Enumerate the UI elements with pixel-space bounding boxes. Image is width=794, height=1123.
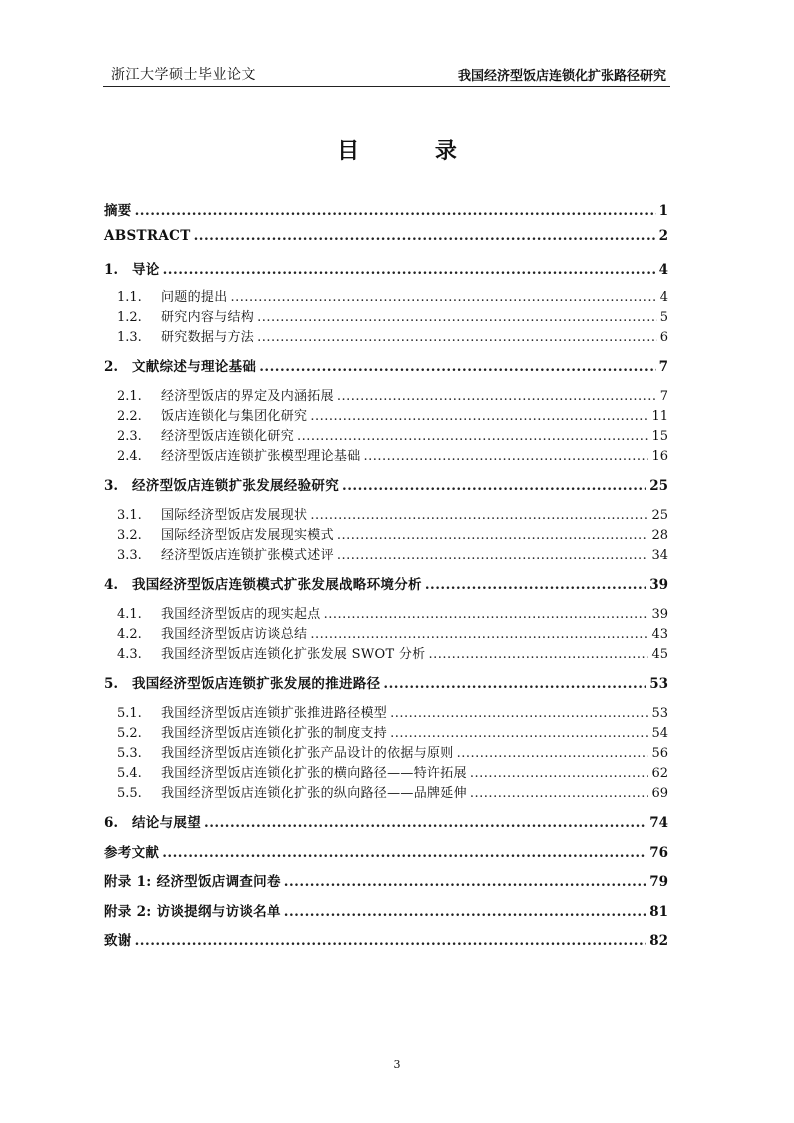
- toc-entry-number: 2.1.: [117, 389, 142, 404]
- toc-section-entry: [104, 405, 668, 424]
- toc-entry-page: 54: [651, 726, 668, 741]
- toc-entry-number: 5.: [104, 676, 119, 692]
- toc-chapter-entry: [104, 258, 668, 278]
- toc-section-entry: [104, 425, 668, 444]
- toc-dot-leader: [257, 310, 657, 325]
- toc-entry-page: 25: [649, 478, 668, 494]
- toc-dot-leader: [342, 478, 646, 494]
- toc-entry-number: 5.2.: [117, 726, 142, 741]
- toc-entry-label: 问题的提出: [161, 290, 228, 305]
- toc-entry-page: 56: [651, 746, 668, 761]
- toc-dot-leader: [310, 409, 648, 424]
- toc-section-entry: [104, 385, 668, 404]
- toc-entry-label: 文献综述与理论基础: [132, 359, 257, 375]
- toc-entry-label: 经济型饭店连锁扩张模型理论基础: [161, 449, 361, 464]
- toc-chapter-entry: [104, 573, 668, 593]
- toc-section-entry: [104, 445, 668, 464]
- page-number: 3: [393, 1058, 401, 1071]
- toc-entry-label: 经济型饭店连锁扩张模式述评: [161, 548, 334, 563]
- toc-entry-label: 附录 2: 访谈提纲与访谈名单: [104, 904, 281, 920]
- toc-chapter-entry: [104, 929, 668, 949]
- toc-entry-number: 1.1.: [117, 290, 142, 305]
- toc-section-entry: [104, 782, 668, 801]
- toc-entry-page: 45: [651, 647, 668, 662]
- toc-section-entry: [104, 702, 668, 721]
- toc-entry-label: 我国经济型饭店访谈总结: [161, 627, 308, 642]
- header-thesis-title: 我国经济型饭店连锁化扩张路径研究: [457, 69, 666, 84]
- toc-entry-page: 76: [649, 845, 668, 861]
- toc-section-entry: [104, 762, 668, 781]
- toc-dot-leader: [162, 845, 646, 861]
- toc-section-entry: [104, 603, 668, 622]
- toc-dot-leader: [337, 528, 649, 543]
- toc-entry-number: 4.1.: [117, 607, 142, 622]
- toc-entry-number: 3.: [104, 478, 119, 494]
- toc-dot-leader: [324, 607, 649, 622]
- toc-dot-leader: [470, 786, 649, 801]
- toc-entry-label: 我国经济型饭店连锁扩张发展的推进路径: [132, 676, 381, 692]
- toc-section-entry: [104, 504, 668, 523]
- toc-entry-label: 经济型饭店连锁化研究: [161, 429, 295, 444]
- toc-entry-number: 4.: [104, 577, 119, 593]
- toc-entry-number: 3.2.: [117, 528, 142, 543]
- toc-chapter-entry: [104, 841, 668, 861]
- toc-dot-leader: [257, 330, 657, 345]
- toc-section-entry: [104, 742, 668, 761]
- toc-section-entry: [104, 623, 668, 642]
- toc-entry-number: 5.4.: [117, 766, 142, 781]
- toc-entry-label: 我国经济型饭店连锁化扩张产品设计的依据与原则: [161, 746, 454, 761]
- toc-dot-leader: [337, 548, 649, 563]
- toc-entry-page: 6: [659, 330, 668, 345]
- toc-section-entry: [104, 544, 668, 563]
- toc-entry-label: 研究数据与方法: [161, 330, 255, 345]
- toc-entry-page: 81: [649, 904, 668, 920]
- toc-dot-leader: [470, 766, 649, 781]
- toc-entry-number: 1.2.: [117, 310, 142, 325]
- toc-entry-label: 国际经济型饭店发展现状: [161, 508, 308, 523]
- toc-dot-leader: [259, 359, 655, 375]
- toc-chapter-entry: [104, 474, 668, 494]
- toc-entry-label: ABSTRACT: [104, 228, 191, 244]
- toc-entry-page: 43: [651, 627, 668, 642]
- toc-dot-leader: [310, 508, 648, 523]
- toc-entry-label: 我国经济型饭店的现实起点: [161, 607, 321, 622]
- toc-section-entry: [104, 326, 668, 345]
- toc-entry-number: 3.1.: [117, 508, 142, 523]
- toc-section-entry: [104, 643, 668, 662]
- toc-dot-leader: [425, 577, 646, 593]
- toc-dot-leader: [163, 262, 656, 278]
- toc-entry-page: 53: [651, 706, 668, 721]
- toc-entry-number: 5.5.: [117, 786, 142, 801]
- toc-dot-leader: [297, 429, 648, 444]
- toc-entry-page: 4: [658, 262, 668, 278]
- toc-dot-leader: [337, 389, 657, 404]
- toc-entry-label: 我国经济型饭店连锁化扩张的制度支持: [161, 726, 388, 741]
- toc-dot-leader: [364, 449, 649, 464]
- toc-entry-number: 5.3.: [117, 746, 142, 761]
- toc-chapter-entry: [104, 355, 668, 375]
- toc-entry-label: 附录 1: 经济型饭店调查问卷: [104, 874, 281, 890]
- toc-entry-number: 2.4.: [117, 449, 142, 464]
- toc-chapter-entry: [104, 672, 668, 692]
- toc-entry-page: 25: [651, 508, 668, 523]
- toc-entry-label: 国际经济型饭店发展现实模式: [161, 528, 334, 543]
- toc-entry-label: 我国经济型饭店连锁模式扩张发展战略环境分析: [132, 577, 422, 593]
- toc-chapter-entry: [104, 199, 668, 219]
- toc-chapter-entry: [104, 228, 668, 244]
- toc-entry-label: 饭店连锁化与集团化研究: [161, 409, 308, 424]
- toc-entry-page: 4: [659, 290, 668, 305]
- toc-entry-page: 39: [649, 577, 668, 593]
- toc-entry-number: 2.3.: [117, 429, 142, 444]
- toc-entry-page: 11: [651, 409, 668, 424]
- toc-entry-page: 1: [658, 203, 668, 219]
- toc-entry-page: 15: [651, 429, 668, 444]
- toc-entry-page: 82: [649, 933, 668, 949]
- toc-entry-number: 3.3.: [117, 548, 142, 563]
- toc-dot-leader: [194, 228, 656, 244]
- toc-entry-label: 经济型饭店连锁扩张发展经验研究: [132, 478, 339, 494]
- toc-entry-label: 我国经济型饭店连锁化扩张发展 SWOT 分析: [161, 647, 426, 662]
- toc-dot-leader: [135, 203, 656, 219]
- toc-entry-page: 16: [651, 449, 668, 464]
- toc-entry-label: 参考文献: [104, 845, 160, 861]
- toc-dot-leader: [231, 290, 657, 305]
- toc-entry-label: 研究内容与结构: [161, 310, 255, 325]
- toc-entry-page: 69: [651, 786, 668, 801]
- toc-dot-leader: [135, 933, 647, 949]
- header-university: 浙江大学硕士毕业论文: [111, 67, 256, 83]
- toc-entry-label: 经济型饭店的界定及内涵拓展: [161, 389, 334, 404]
- toc-dot-leader: [390, 706, 648, 721]
- toc-title: 目 录: [337, 139, 491, 164]
- toc-entry-label: 我国经济型饭店连锁化扩张的纵向路径——品牌延伸: [161, 786, 467, 801]
- toc-entry-page: 7: [659, 389, 668, 404]
- toc-entry-number: 6.: [104, 815, 119, 831]
- toc-entry-number: 5.1.: [117, 706, 142, 721]
- toc-entry-label: 我国经济型饭店连锁扩张推进路径模型: [161, 706, 388, 721]
- toc-dot-leader: [457, 746, 649, 761]
- toc-entry-number: 1.: [104, 262, 119, 278]
- toc-entry-page: 2: [658, 228, 668, 244]
- toc-dot-leader: [390, 726, 648, 741]
- toc-entry-label: 结论与展望: [132, 815, 201, 831]
- toc-entry-number: 2.: [104, 359, 119, 375]
- toc-dot-leader: [383, 676, 646, 692]
- toc-entry-label: 摘要: [104, 203, 132, 219]
- toc-entry-label: 导论: [132, 262, 160, 278]
- toc-entry-number: 1.3.: [117, 330, 142, 345]
- toc-section-entry: [104, 286, 668, 305]
- toc-entry-label: 我国经济型饭店连锁化扩张的横向路径——特许拓展: [161, 766, 467, 781]
- toc-chapter-entry: [104, 900, 668, 920]
- toc-dot-leader: [204, 815, 646, 831]
- toc-entry-page: 62: [651, 766, 668, 781]
- toc-chapter-entry: [104, 811, 668, 831]
- toc-entry-label: 致谢: [104, 933, 132, 949]
- toc-entry-number: 4.3.: [117, 647, 142, 662]
- toc-entry-page: 34: [651, 548, 668, 563]
- header-rule: [103, 86, 670, 87]
- toc-entry-page: 5: [659, 310, 668, 325]
- toc-entry-number: 4.2.: [117, 627, 142, 642]
- toc-entry-page: 53: [649, 676, 668, 692]
- toc-chapter-entry: [104, 870, 668, 890]
- toc-entry-page: 28: [651, 528, 668, 543]
- toc-entry-page: 79: [649, 874, 668, 890]
- toc-entry-page: 39: [651, 607, 668, 622]
- toc-entry-page: 7: [658, 359, 668, 375]
- toc-section-entry: [104, 722, 668, 741]
- toc-dot-leader: [284, 874, 646, 890]
- toc-entry-number: 2.2.: [117, 409, 142, 424]
- running-header: [103, 64, 670, 86]
- toc-dot-leader: [284, 904, 646, 920]
- toc-dot-leader: [428, 647, 648, 662]
- toc-section-entry: [104, 306, 668, 325]
- toc-section-entry: [104, 524, 668, 543]
- toc-dot-leader: [310, 627, 648, 642]
- toc-entry-page: 74: [649, 815, 668, 831]
